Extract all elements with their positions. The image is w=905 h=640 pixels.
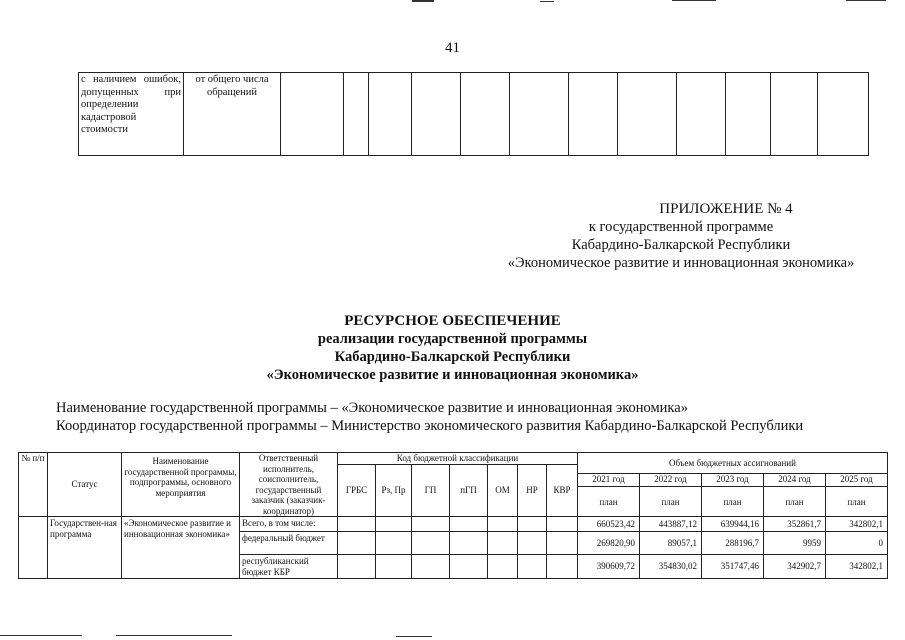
- value-2024: 342902,7: [764, 555, 826, 579]
- appendix-line: «Экономическое развитие и инновационная экономика»: [507, 255, 855, 271]
- header-code-rzpr: Рз, Пр: [376, 464, 412, 517]
- value-2022: 443887,12: [640, 517, 702, 532]
- table-cell: [412, 73, 461, 156]
- value-2021: 390609,72: [578, 555, 640, 579]
- scan-mark: [116, 635, 232, 636]
- scan-mark: [846, 0, 886, 1]
- header-code-gp: ГП: [412, 464, 450, 517]
- header-responsible: Ответственный исполнитель, соисполнитель, государственный заказчик (заказчик-координатор): [240, 453, 338, 517]
- table-cell: [510, 73, 569, 156]
- table-cell: от общего числа обращений: [184, 73, 281, 156]
- header-year-2025: 2025 год план: [826, 474, 888, 517]
- row-label-total: Всего, в том числе:: [240, 517, 338, 532]
- scan-mark: [672, 0, 716, 1]
- header-code-grbs: ГРБС: [338, 464, 376, 517]
- header-name: Наименование государственной программы, подпрограммы, основного мероприятия: [122, 453, 240, 517]
- value-2025: 342802,1: [826, 517, 888, 532]
- coordinator-line: Координатор государственной программы – Министерство экономического развития Кабардино-Балкарской Республики: [56, 418, 804, 434]
- row-status: Государствен-ная программа: [48, 517, 122, 579]
- table-row: [19, 517, 888, 532]
- row-num: [19, 517, 48, 579]
- header-code-nr: НР: [518, 464, 547, 517]
- header-num: № п/п: [19, 453, 48, 517]
- table-cell: с наличием ошибок, допущенных при определении кадастровой стоимости: [79, 73, 184, 156]
- scan-mark: [396, 636, 432, 637]
- header-code-kvr: КВР: [547, 464, 578, 517]
- header-year-2023: 2023 год план: [702, 474, 764, 517]
- value-2025: 0: [826, 532, 888, 555]
- appendix-line: Кабардино-Балкарской Республики: [571, 237, 791, 253]
- value-2024: 9959: [764, 532, 826, 555]
- table-row: [79, 73, 869, 156]
- header-year-2024: 2024 год план: [764, 474, 826, 517]
- table-cell: [818, 73, 869, 156]
- value-2023: 639944,16: [702, 517, 764, 532]
- scan-mark: [540, 1, 554, 2]
- row-label-federal: федеральный бюджет: [240, 532, 338, 555]
- title-line: реализации государственной программы: [317, 331, 588, 347]
- appendix-title: ПРИЛОЖЕНИЕ № 4: [659, 201, 793, 217]
- value-2022: 354830,02: [640, 555, 702, 579]
- row-name: «Экономическое развитие и инновационная экономика»: [122, 517, 240, 579]
- table-cell: [677, 73, 726, 156]
- title-line: Кабардино-Балкарской Республики: [334, 349, 571, 365]
- resource-table: [18, 452, 888, 579]
- value-2022: 89057,1: [640, 532, 702, 555]
- scan-mark: [412, 0, 434, 2]
- table-cell: [771, 73, 818, 156]
- page-number: 41: [445, 40, 460, 56]
- title-line: РЕСУРСНОЕ ОБЕСПЕЧЕНИЕ: [344, 313, 561, 329]
- scan-mark: [0, 635, 82, 636]
- title-line: «Экономическое развитие и инновационная экономика»: [266, 367, 639, 383]
- row-label-regional: республиканский бюджет КБР: [240, 555, 338, 579]
- document-title: [0, 312, 905, 384]
- value-2024: 352861,7: [764, 517, 826, 532]
- table-cell: [569, 73, 618, 156]
- table-cell: [369, 73, 412, 156]
- table-cell: [726, 73, 771, 156]
- table-cell: [281, 73, 344, 156]
- value-2023: 288196,7: [702, 532, 764, 555]
- header-code-om: ОМ: [488, 464, 518, 517]
- appendix-line: к государственной программе: [588, 219, 774, 235]
- header-year-2022: 2022 год план: [640, 474, 702, 517]
- value-2021: 660523,42: [578, 517, 640, 532]
- value-2023: 351747,46: [702, 555, 764, 579]
- header-status: Статус: [48, 453, 122, 517]
- header-year-2021: 2021 год план: [578, 474, 640, 517]
- table-cell: [461, 73, 510, 156]
- program-name-line: Наименование государственной программы – «Экономическое развитие и инновационная экономика»: [56, 400, 688, 416]
- value-2021: 269820,90: [578, 532, 640, 555]
- header-volume-group: Объем бюджетных ассигнований: [578, 453, 888, 474]
- header-code-group: Код бюджетной классификации: [338, 453, 578, 465]
- value-2025: 342802,1: [826, 555, 888, 579]
- table-cell: [344, 73, 369, 156]
- continued-table-fragment: [78, 72, 869, 156]
- table-cell: [618, 73, 677, 156]
- appendix-block: [495, 200, 867, 272]
- program-meta: [56, 399, 803, 435]
- header-code-pgp: пГП: [450, 464, 488, 517]
